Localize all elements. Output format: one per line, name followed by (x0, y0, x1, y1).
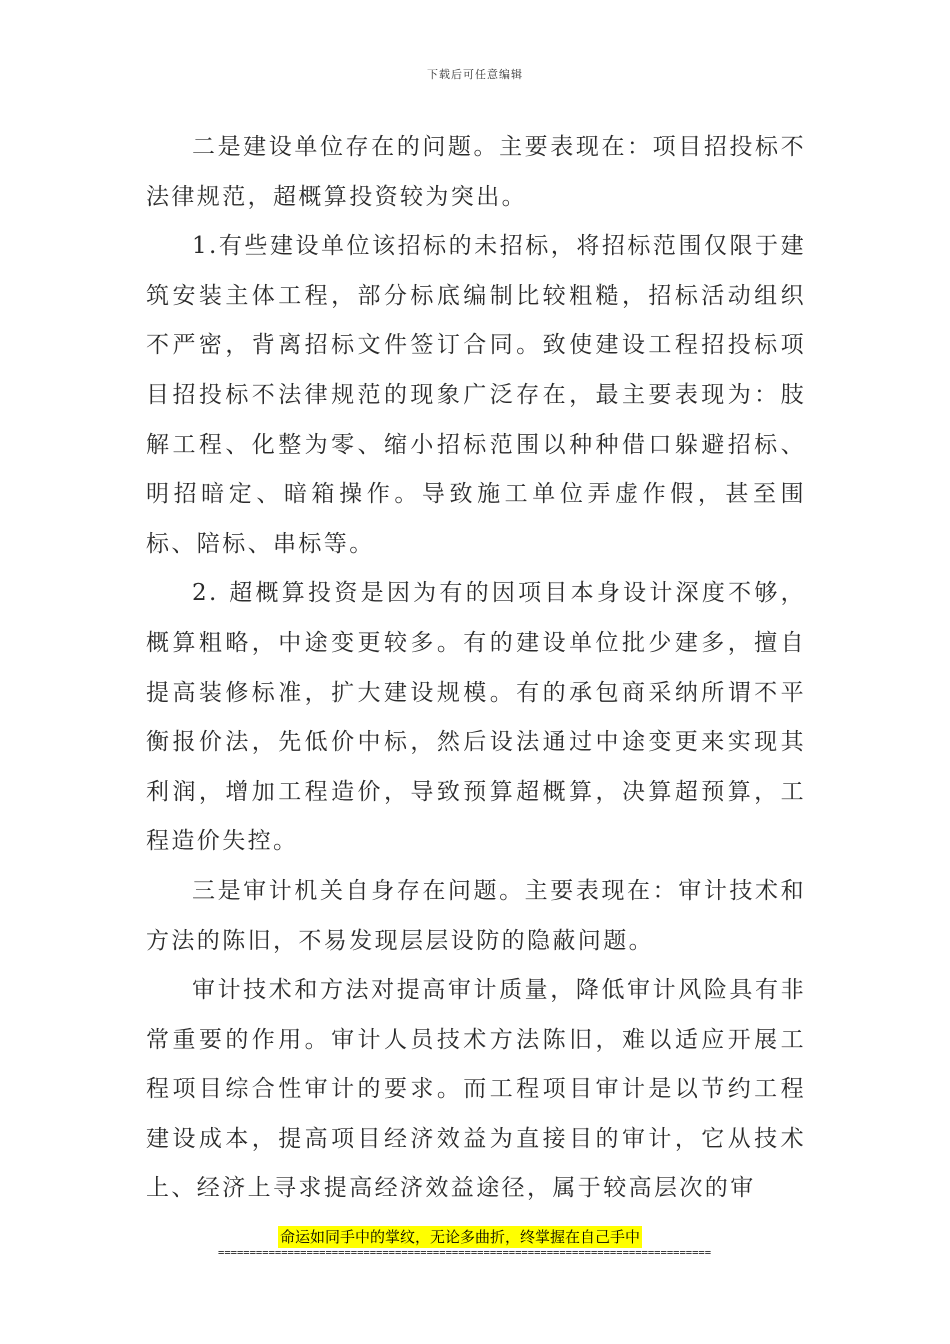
page-header-note: 下载后可任意编辑 (427, 68, 523, 81)
footer-motto-highlight: 命运如同手中的掌纹，无论多曲折，终掌握在自己手中 (280, 1228, 641, 1246)
paragraph-point-2-over-budget: 2. 超概算投资是因为有的因项目本身设计深度不够，概算粗略，中途变更较多。有的建设单位批少建多，擅自提高装修标准，扩大建设规模。有的承包商采纳所谓不平衡报价法，先低价中标，然后设法通过中途变更来实现其利润，增加工程造价，导致预算超概算，决算超预算，工程造价失控。 (146, 580, 806, 855)
paragraph-construction-unit-issues: 二是建设单位存在的问题。主要表现在：项目招投标不法律规范，超概算投资较为突出。 (146, 134, 806, 210)
footer-divider-rule: ============================================================================== (218, 1247, 712, 1259)
paragraph-audit-techniques: 审计技术和方法对提高审计质量，降低审计风险具有非常重要的作用。审计人员技术方法陈旧，难以适应开展工程项目综合性审计的要求。而工程项目审计是以节约工程建设成本，提高项目经济效益为直接目的审计，它从技术上、经济上寻求提高经济效益途径，属于较高层次的审 (146, 977, 806, 1202)
paragraph-point-1-bidding: 1.有些建设单位该招标的未招标，将招标范围仅限于建筑安装主体工程，部分标底编制比较粗糙，招标活动组织不严密，背离招标文件签订合同。致使建设工程招投标项目招投标不法律规范的现象广泛存在，最主要表现为：肢解工程、化整为零、缩小招标范围以种种借口躲避招标、明招暗定、暗箱操作。导致施工单位弄虚作假，甚至围标、陪标、串标等。 (146, 233, 806, 557)
paragraph-audit-agency-issues: 三是审计机关自身存在问题。主要表现在：审计技术和方法的陈旧，不易发现层层设防的隐蔽问题。 (146, 877, 806, 954)
document-body (146, 123, 806, 1214)
